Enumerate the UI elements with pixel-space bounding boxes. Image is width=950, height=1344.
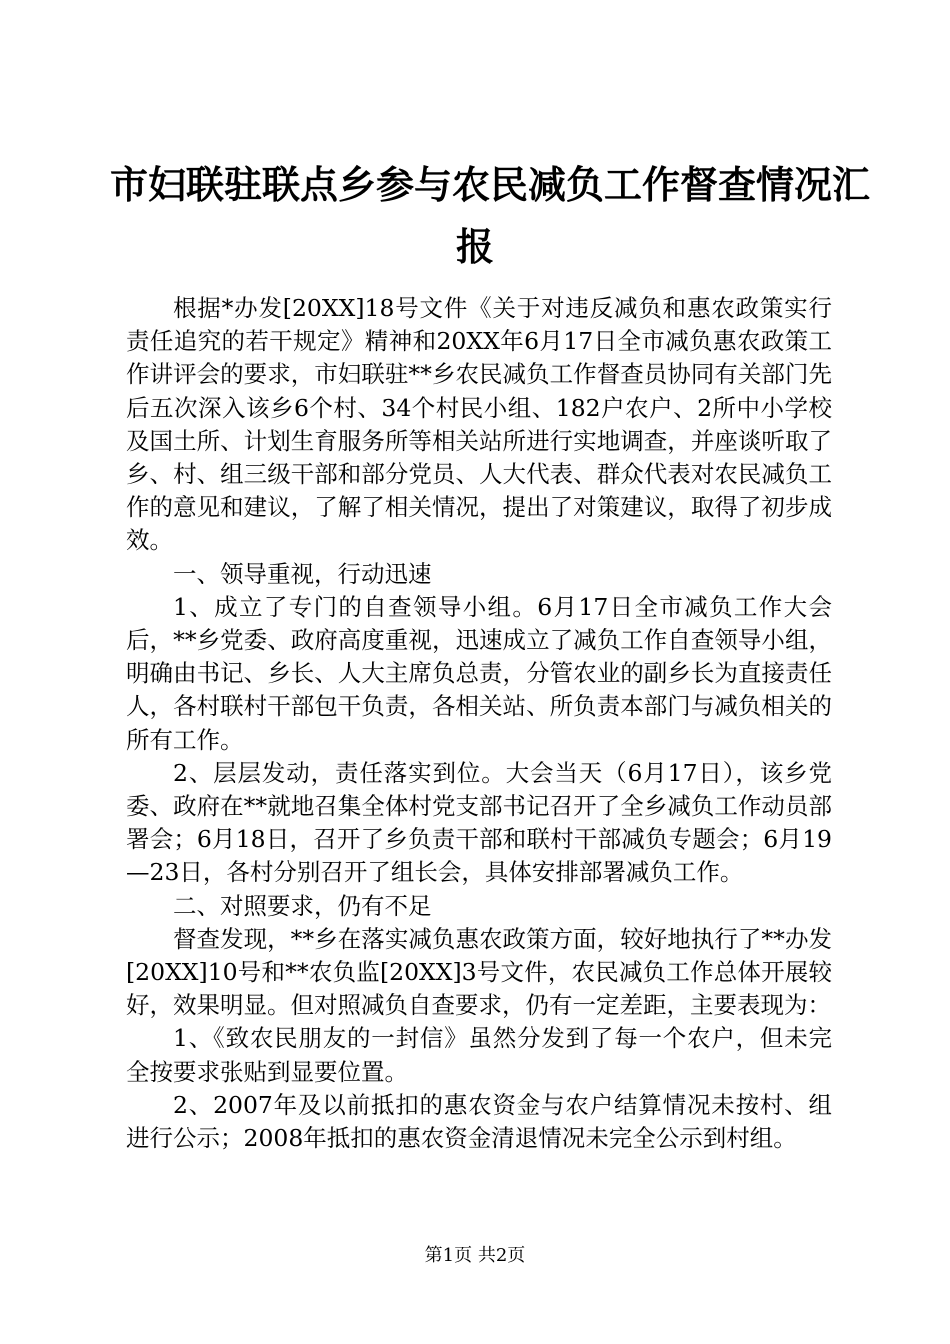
paragraph-1-1: 1、成立了专门的自查领导小组。6月17日全市减负工作大会后，**乡党委、政府高度重视，迅速成立了减负工作自查领导小组，明确由书记、乡长、人大主席负总责，分管农业的副乡长为直接责任人，各村联村干部包干负责，各相关站、所负责本部门与减负相关的所有工作。: [126, 592, 832, 754]
paragraph-1-2: 2、层层发动，责任落实到位。大会当天（6月17日），该乡党委、政府在**就地召集全体村党支部书记召开了全乡减负工作动员部署会；6月18日，召开了乡负责干部和联村干部减负专题会；6月19—23日，各村分别召开了组长会，具体安排部署减负工作。: [126, 758, 832, 887]
page-number: 第1页 共2页: [424, 1245, 526, 1266]
paragraph-2-2: 2、2007年及以前抵扣的惠农资金与农户结算情况未按村、组进行公示；2008年抵扣的惠农资金清退情况未完全公示到村组。: [126, 1090, 832, 1153]
paragraph-2-1: 1、《致农民朋友的一封信》虽然分发到了每一个农户，但未完全按要求张贴到显要位置。: [126, 1024, 832, 1086]
section-heading-1: 一、领导重视，行动迅速: [173, 559, 432, 588]
document-body: [126, 292, 832, 1155]
document-title-line-1: 市妇联驻联点乡参与农民减负工作督查情况汇: [110, 162, 871, 207]
section-heading-2: 二、对照要求，仍有不足: [173, 891, 432, 920]
paragraph-2-intro: 督查发现，**乡在落实减负惠农政策方面，较好地执行了**办发[20XX]10号和**农负监[20XX]3号文件，农民减负工作总体开展较好，效果明显。但对照减负自查要求，仍有一定差距，主要表现为：: [126, 924, 832, 1020]
document-title-line-2: 报: [455, 224, 494, 269]
paragraph-intro: 根据*办发[20XX]18号文件《关于对违反减负和惠农政策实行责任追究的若干规定》精神和20XX年6月17日全市减负惠农政策工作讲评会的要求，市妇联驻**乡农民减负工作督查员协同有关部门先后五次深入该乡6个村、34个村民小组、182户农户、2所中小学校及国土所、计划生育服务所等相关站所进行实地调查，并座谈听取了乡、村、组三级干部和部分党员、人大代表、群众代表对农民减负工作的意见和建议，了解了相关情况，提出了对策建议，取得了初步成效。: [126, 294, 832, 555]
